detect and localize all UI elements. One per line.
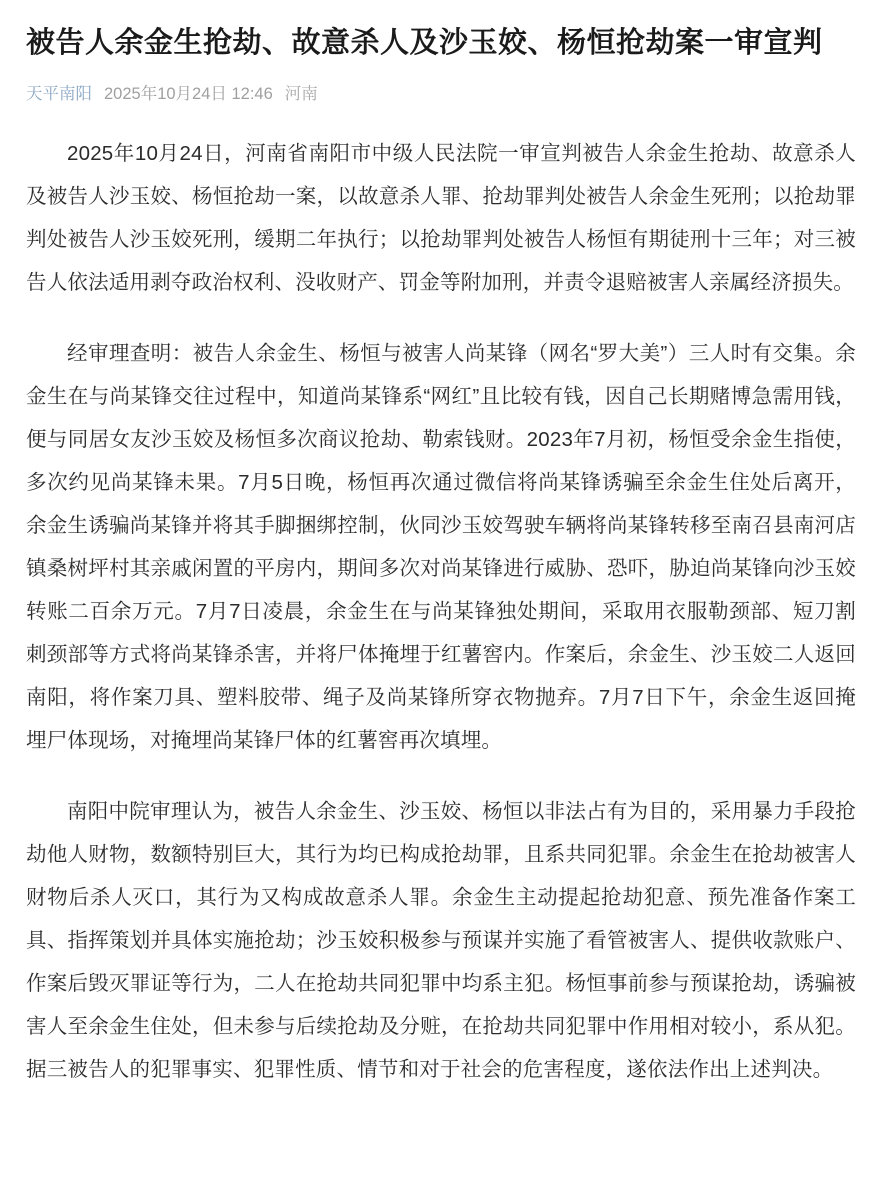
article-meta xyxy=(26,82,856,106)
meta-location: 河南 xyxy=(284,85,318,103)
page-title: 被告人余金生抢劫、故意杀人及沙玉姣、杨恒抢劫案一审宣判 xyxy=(26,27,823,59)
article-body xyxy=(26,132,856,1091)
article-paragraph: 2025年10月24日，河南省南阳市中级人民法院一审宣判被告人余金生抢劫、故意杀人及被告人沙玉姣、杨恒抢劫一案，以故意杀人罪、抢劫罪判处被告人余金生死刑；以抢劫罪判处被告人沙玉姣死刑，缓期二年执行；以抢劫罪判处被告人杨恒有期徒刑十三年；对三被告人依法适用剥夺政治权利、没收财产、罚金等附加刑，并责令退赔被害人亲属经济损失。 xyxy=(26,142,856,294)
article-paragraph: 南阳中院审理认为，被告人余金生、沙玉姣、杨恒以非法占有为目的，采用暴力手段抢劫他人财物，数额特别巨大，其行为均已构成抢劫罪，且系共同犯罪。余金生在抢劫被害人财物后杀人灭口，其行为又构成故意杀人罪。余金生主动提起抢劫犯意、预先准备作案工具、指挥策划并具体实施抢劫；沙玉姣积极参与预谋并实施了看管被害人、提供收款账户、作案后毁灭罪证等行为，二人在抢劫共同犯罪中均系主犯。杨恒事前参与预谋抢劫，诱骗被害人至余金生住处，但未参与后续抢劫及分赃，在抢劫共同犯罪中作用相对较小，系从犯。据三被告人的犯罪事实、犯罪性质、情节和对于社会的危害程度，遂依法作出上述判决。 xyxy=(26,800,856,1081)
meta-timestamp: 2025年10月24日 12:46 xyxy=(104,85,273,103)
article-paragraph: 经审理查明：被告人余金生、杨恒与被害人尚某锋（网名“罗大美”）三人时有交集。余金生在与尚某锋交往过程中，知道尚某锋系“网红”且比较有钱，因自己长期赌博急需用钱，便与同居女友沙玉姣及杨恒多次商议抢劫、勒索钱财。2023年7月初，杨恒受余金生指使，多次约见尚某锋未果。7月5日晚，杨恒再次通过微信将尚某锋诱骗至余金生住处后离开，余金生诱骗尚某锋并将其手脚捆绑控制，伙同沙玉姣驾驶车辆将尚某锋转移至南召县南河店镇桑树坪村其亲戚闲置的平房内，期间多次对尚某锋进行威胁、恐吓，胁迫尚某锋向沙玉姣转账二百余万元。7月7日凌晨，余金生在与尚某锋独处期间，采取用衣服勒颈部、短刀割刺颈部等方式将尚某锋杀害，并将尸体掩埋于红薯窖内。作案后，余金生、沙玉姣二人返回南阳，将作案刀具、塑料胶带、绳子及尚某锋所穿衣物抛弃。7月7日下午，余金生返回掩埋尸体现场，对掩埋尚某锋尸体的红薯窖再次填埋。 xyxy=(26,342,856,752)
meta-source[interactable]: 天平南阳 xyxy=(26,85,92,103)
